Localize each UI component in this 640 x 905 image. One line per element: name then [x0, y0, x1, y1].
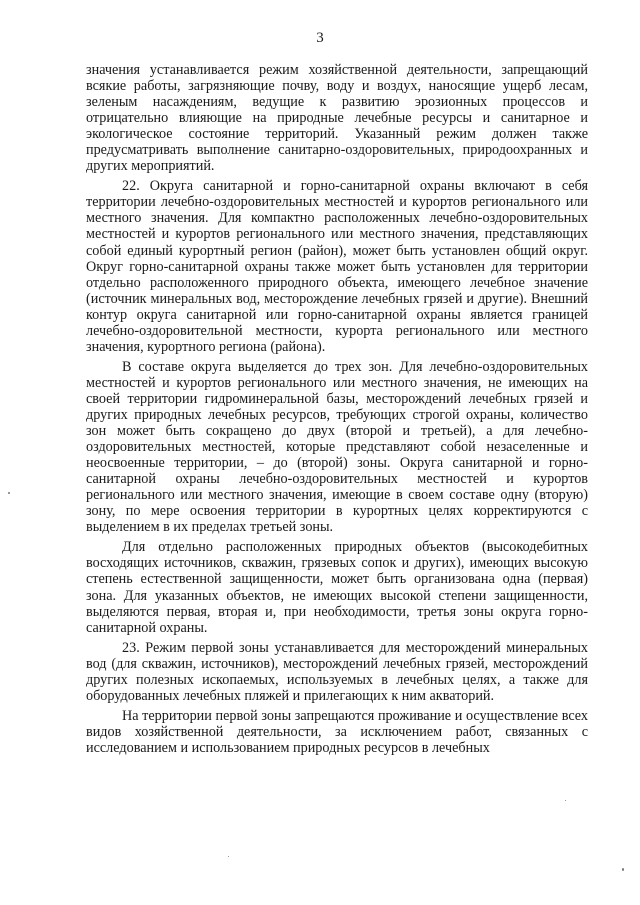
- scan-speck: [228, 856, 229, 857]
- document-body: [86, 62, 588, 760]
- paragraph-first-zone: На территории первой зоны запрещаются проживание и осуществление всех видов хозяйственной деятельности, за исключением работ, связанных с исследованием и использованием природных ресурсов в лечебных: [86, 707, 588, 756]
- paragraph-continuation: значения устанавливается режим хозяйственной деятельности, запрещающий всякие работы, загрязняющие почву, воду и воздух, наносящие ущерб лесам, зеленым насаждениям, ведущие к развитию эрозионных процессов и отрицательно влияющие на природные лечебные ресурсы и санитарное и экологическое состояние территорий. Указанный режим должен также предусматривать выполнение санитарно-оздоровительных, природоохранных и других мероприятий.: [86, 62, 588, 175]
- paragraph-zones: В составе округа выделяется до трех зон. Для лечебно-оздоровительных местностей и курортов регионального или местного значения, не имеющих на своей территории гидроминеральной базы, месторождений лечебных грязей и других природных лечебных ресурсов, требующих строгой охраны, количество зон может быть сокращено до двух (второй и третьей), а для лечебно-оздоровительных местностей, которые представляют собой незаселенные и неосвоенные территории, – до (второй) зоны. Округа санитарной и горно-санитарной охраны лечебно-оздоровительных местностей и курортов регионального или местного значения, имеющие в своем составе одну (вторую) зону, по мере освоения территории в курортных целях корректируются с выделением в их пределах третьей зоны.: [86, 358, 588, 536]
- scan-speck: [565, 800, 566, 801]
- page-number: 3: [316, 30, 324, 46]
- scan-speck: [622, 868, 624, 871]
- scan-speck: [8, 492, 10, 494]
- paragraph-separate-objects: Для отдельно расположенных природных объектов (высокодебитных восходящих источников, скважин, грязевых сопок и других), имеющих высокую степень естественной защищенности, может быть организована одна (первая) зона. Для указанных объектов, не имеющих высокой степени защищенности, выделяются первая, вторая и, при необходимости, третья зоны округа горно-санитарной охраны.: [86, 539, 588, 636]
- paragraph-clause-22: 22. Округа санитарной и горно-санитарной охраны включают в себя территории лечебно-оздоровительных местностей и курортов регионального или местного значения. Для компактно расположенных лечебно-оздоровительных местностей и курортов регионального или местного значения, представляющих собой единый курортный регион (район), может быть установлен общий округ. Округ горно-санитарной охраны также может быть установлен для территории отдельно расположенного природного объекта, имеющего лечебное значение (источник минеральных вод, месторождение лечебных грязей и другие). Внешний контур округа санитарной или горно-санитарной охраны является границей лечебно-оздоровительной местности, курорта регионального или местного значения, курортного региона (района).: [86, 178, 588, 355]
- paragraph-clause-23: 23. Режим первой зоны устанавливается для месторождений минеральных вод (для скважин, источников), месторождений лечебных грязей, месторождений других полезных ископаемых, используемых в лечебных целях, а также для оборудованных лечебных пляжей и прилегающих к ним акваторий.: [86, 639, 588, 704]
